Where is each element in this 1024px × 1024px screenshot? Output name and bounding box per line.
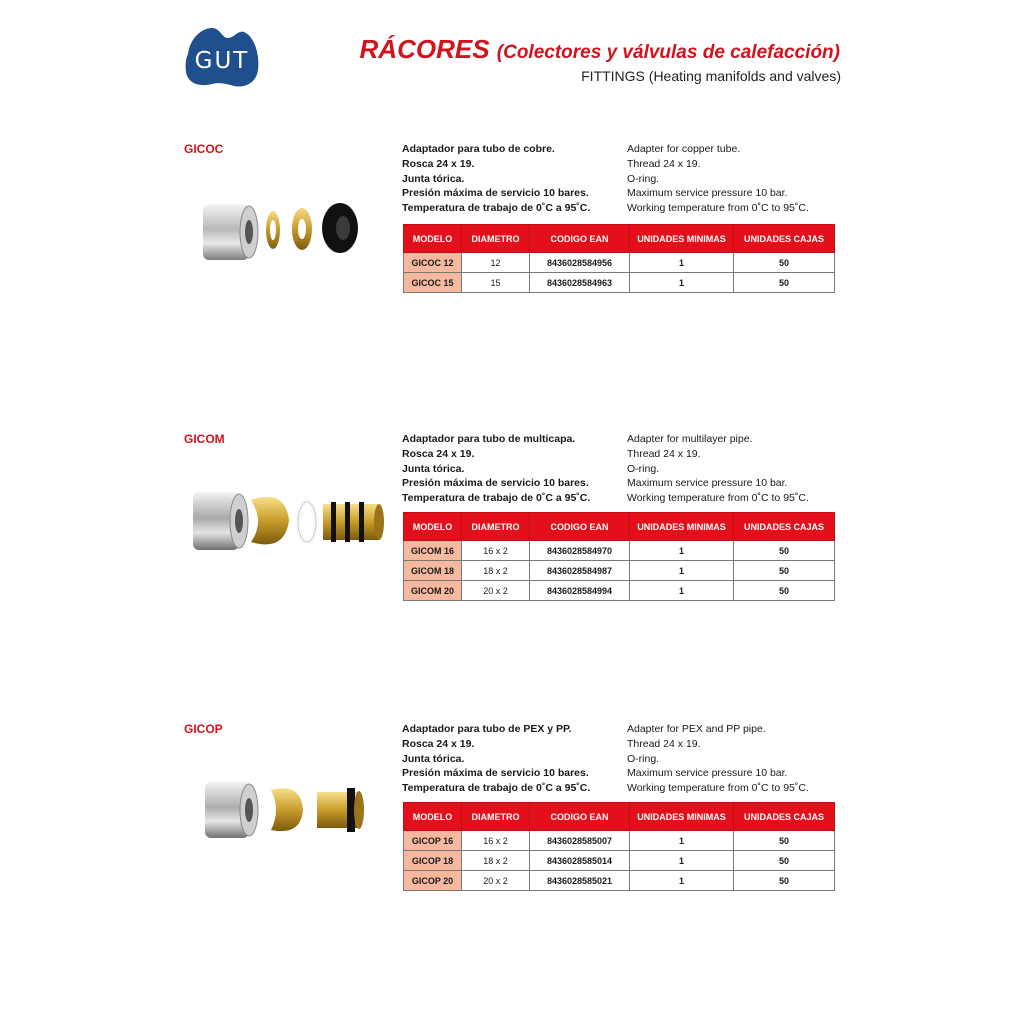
cell-model: GICOP 18 — [404, 851, 462, 871]
cell-min: 1 — [630, 871, 734, 891]
spec-line: O-ring. — [627, 462, 660, 475]
table-header-row — [404, 803, 835, 831]
spec-line: Temperatura de trabajo de 0˚C a 95˚C. — [402, 202, 591, 215]
header-codigo: CODIGO EAN — [530, 225, 630, 253]
spec-line: Maximum service pressure 10 bar. — [627, 477, 788, 490]
table-row — [404, 831, 835, 851]
spec-line: Junta tórica. — [402, 172, 465, 185]
title-main: RÁCORES — [359, 34, 490, 64]
header-modelo: MODELO — [404, 803, 462, 831]
spec-line: Presión máxima de servicio 10 bares. — [402, 767, 589, 780]
spec-line: Junta tórica. — [402, 462, 465, 475]
cell-ean: 8436028584987 — [530, 561, 630, 581]
fitting-parts-image — [185, 760, 395, 870]
cell-diameter: 20 x 2 — [462, 871, 530, 891]
product-table — [403, 224, 835, 293]
header-cajas: UNIDADES CAJAS — [734, 225, 835, 253]
header-modelo: MODELO — [404, 225, 462, 253]
specs-spanish — [402, 722, 590, 796]
spec-line: Maximum service pressure 10 bar. — [627, 767, 788, 780]
cell-diameter: 12 — [462, 253, 530, 273]
cell-ean: 8436028584963 — [530, 273, 630, 293]
cell-model: GICOP 16 — [404, 831, 462, 851]
logo-text: GUT — [194, 48, 250, 74]
table-row — [404, 541, 835, 561]
spec-line: Maximum service pressure 10 bar. — [627, 187, 788, 200]
specs-spanish — [402, 142, 590, 216]
product-table — [403, 512, 835, 601]
cell-min: 1 — [630, 273, 734, 293]
cell-ean: 8436028585021 — [530, 871, 630, 891]
cell-box: 50 — [734, 831, 835, 851]
fitting-parts-image — [185, 180, 395, 290]
spec-line: O-ring. — [627, 172, 660, 185]
specs-spanish — [402, 432, 590, 506]
header-codigo: CODIGO EAN — [530, 513, 630, 541]
cell-diameter: 16 x 2 — [462, 541, 530, 561]
specs-english — [627, 722, 809, 796]
cell-model: GICOC 15 — [404, 273, 462, 293]
page-subtitle: FITTINGS (Heating manifolds and valves) — [581, 68, 841, 84]
spec-line: Junta tórica. — [402, 752, 465, 765]
cell-box: 50 — [734, 581, 835, 601]
table-header-row — [404, 225, 835, 253]
gut-logo — [182, 24, 262, 90]
table-row — [404, 581, 835, 601]
spec-line: Thread 24 x 19. — [627, 157, 701, 170]
header-cajas: UNIDADES CAJAS — [734, 513, 835, 541]
spec-line: Temperatura de trabajo de 0˚C a 95˚C. — [402, 492, 591, 505]
spec-line: Presión máxima de servicio 10 bares. — [402, 187, 589, 200]
cell-model: GICOM 16 — [404, 541, 462, 561]
cell-min: 1 — [630, 561, 734, 581]
table-row — [404, 851, 835, 871]
header-codigo: CODIGO EAN — [530, 803, 630, 831]
table-row — [404, 273, 835, 293]
product-code: GICOC — [184, 142, 224, 156]
spec-line: Adapter for multilayer pipe. — [627, 433, 753, 445]
header-min: UNIDADES MINIMAS — [630, 513, 734, 541]
cell-box: 50 — [734, 541, 835, 561]
header-modelo: MODELO — [404, 513, 462, 541]
product-code: GICOM — [184, 432, 225, 446]
spec-line: Adaptador para tubo de multicapa. — [402, 433, 576, 445]
table-row — [404, 871, 835, 891]
header-min: UNIDADES MINIMAS — [630, 803, 734, 831]
spec-line: O-ring. — [627, 752, 660, 765]
spec-line: Working temperature from 0˚C to 95˚C. — [627, 202, 809, 215]
cell-box: 50 — [734, 871, 835, 891]
cell-min: 1 — [630, 253, 734, 273]
product-section-gicom — [0, 432, 1024, 632]
cell-min: 1 — [630, 541, 734, 561]
cell-box: 50 — [734, 561, 835, 581]
header-diametro: DIAMETRO — [462, 803, 530, 831]
spec-line: Adaptador para tubo de PEX y PP. — [402, 723, 572, 735]
cell-diameter: 18 x 2 — [462, 851, 530, 871]
spec-line: Thread 24 x 19. — [627, 447, 701, 460]
spec-line: Adaptador para tubo de cobre. — [402, 143, 555, 155]
cell-ean: 8436028585007 — [530, 831, 630, 851]
cell-model: GICOM 18 — [404, 561, 462, 581]
cell-box: 50 — [734, 253, 835, 273]
product-section-gicoc — [0, 142, 1024, 342]
spec-line: Rosca 24 x 19. — [402, 447, 475, 460]
cell-ean: 8436028584956 — [530, 253, 630, 273]
cell-diameter: 16 x 2 — [462, 831, 530, 851]
specs-english — [627, 142, 809, 216]
spec-line: Working temperature from 0˚C to 95˚C. — [627, 782, 809, 795]
spec-line: Rosca 24 x 19. — [402, 737, 475, 750]
cell-ean: 8436028584970 — [530, 541, 630, 561]
header-diametro: DIAMETRO — [462, 225, 530, 253]
cell-ean: 8436028585014 — [530, 851, 630, 871]
spec-line: Adapter for copper tube. — [627, 143, 741, 155]
table-header-row — [404, 513, 835, 541]
spec-line: Thread 24 x 19. — [627, 737, 701, 750]
product-section-gicop — [0, 722, 1024, 922]
page-title — [360, 34, 840, 65]
title-sub: (Colectores y válvulas de calefacción) — [496, 42, 840, 63]
header-cajas: UNIDADES CAJAS — [734, 803, 835, 831]
product-code: GICOP — [184, 722, 223, 736]
table-row — [404, 253, 835, 273]
header-diametro: DIAMETRO — [462, 513, 530, 541]
cell-min: 1 — [630, 831, 734, 851]
cell-box: 50 — [734, 851, 835, 871]
cell-diameter: 20 x 2 — [462, 581, 530, 601]
cell-diameter: 18 x 2 — [462, 561, 530, 581]
spec-line: Working temperature from 0˚C to 95˚C. — [627, 492, 809, 505]
cell-min: 1 — [630, 851, 734, 871]
cell-diameter: 15 — [462, 273, 530, 293]
fitting-parts-image — [185, 470, 395, 580]
cell-ean: 8436028584994 — [530, 581, 630, 601]
specs-english — [627, 432, 809, 506]
cell-model: GICOC 12 — [404, 253, 462, 273]
header-min: UNIDADES MINIMAS — [630, 225, 734, 253]
table-row — [404, 561, 835, 581]
cell-box: 50 — [734, 273, 835, 293]
spec-line: Adapter for PEX and PP pipe. — [627, 723, 766, 735]
spec-line: Temperatura de trabajo de 0˚C a 95˚C. — [402, 782, 591, 795]
product-table — [403, 802, 835, 891]
cell-model: GICOP 20 — [404, 871, 462, 891]
spec-line: Rosca 24 x 19. — [402, 157, 475, 170]
cell-min: 1 — [630, 581, 734, 601]
cell-model: GICOM 20 — [404, 581, 462, 601]
spec-line: Presión máxima de servicio 10 bares. — [402, 477, 589, 490]
